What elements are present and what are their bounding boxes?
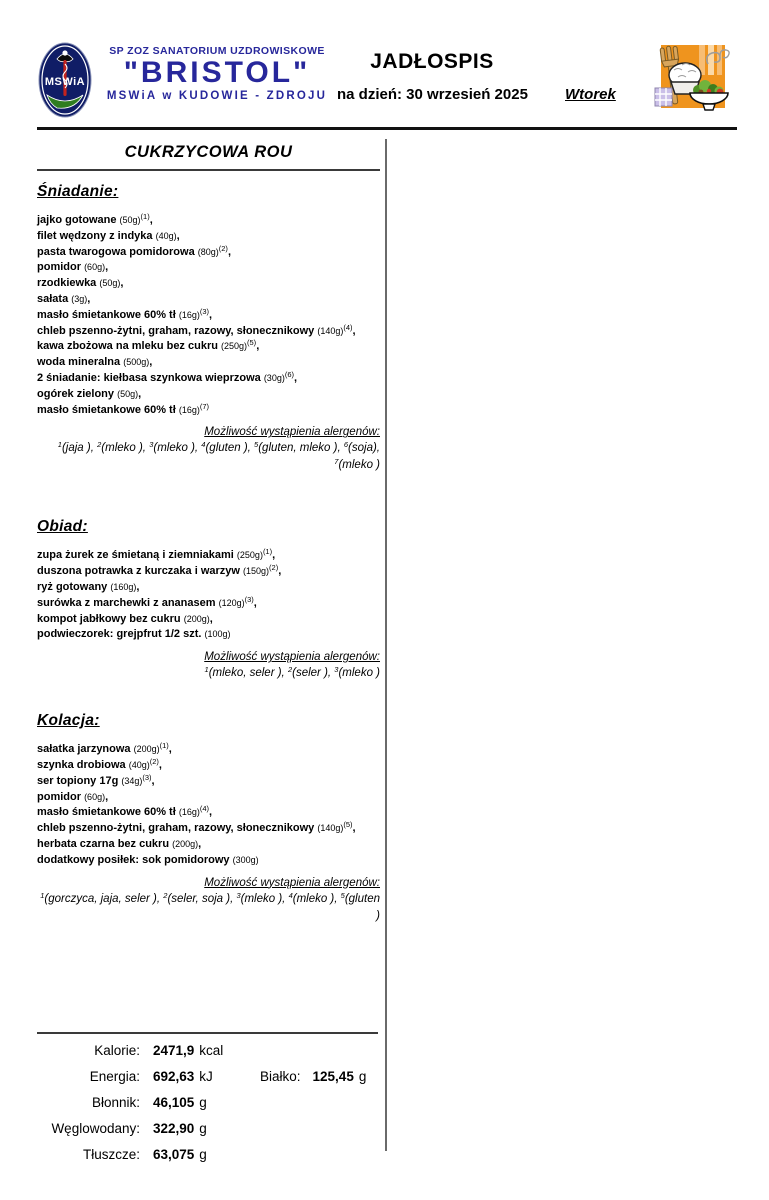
allergen-ref: (1)	[159, 741, 169, 751]
nutrition-value: 2471,9	[153, 1043, 195, 1058]
section-heading: Kolacja:	[37, 712, 100, 730]
nutrition-row	[37, 1070, 378, 1084]
section-heading: Śniadanie:	[37, 183, 119, 200]
item-amount: (16g)	[178, 807, 200, 818]
allergen-item: (mleko ),	[292, 892, 341, 905]
nutrition-label: Błonnik:	[91, 1095, 140, 1110]
nutrition-extra	[260, 1070, 366, 1084]
item-name: filet wędzony z indyka	[37, 229, 156, 242]
menu-item	[37, 596, 380, 612]
item-amount: (3g)	[71, 293, 88, 304]
item-name: pomidor	[37, 261, 85, 274]
item-tail: ,	[352, 822, 356, 835]
item-tail: ,	[272, 549, 276, 562]
allergen-ref: (4)	[343, 322, 353, 332]
item-tail: ,	[105, 790, 109, 803]
section-heading: Obiad:	[37, 518, 88, 536]
allergen-item: (mleko ),	[240, 892, 289, 905]
menu-item	[37, 324, 380, 340]
item-name: sałata	[37, 292, 72, 305]
allergen-ref: 5	[254, 440, 259, 450]
item-amount: (250g)	[236, 550, 263, 561]
nutrition-value: 63,075	[153, 1147, 195, 1162]
item-name: chleb pszenno-żytni, graham, razowy, słonecznikowy	[37, 324, 318, 337]
item-name: pasta twarogowa pomidorowa	[37, 245, 198, 258]
item-amount: (200g)	[172, 838, 199, 849]
item-name: ser topiony 17g	[37, 774, 122, 787]
item-amount: (34g)	[121, 775, 143, 786]
allergen-ref: (3)	[142, 772, 152, 782]
item-amount: (50g)	[119, 215, 141, 225]
item-tail: ,	[151, 774, 155, 787]
item-name: herbata czarna bez cukru	[37, 837, 173, 850]
item-amount: (80g)	[197, 246, 219, 257]
item-name: pomidor	[37, 790, 85, 803]
allergen-heading: Możliwość wystąpienia alergenów:	[204, 876, 380, 889]
item-amount: (40g)	[128, 759, 150, 770]
item-name: masło śmietankowe 60% tł	[37, 403, 179, 416]
allergen-ref: (1)	[262, 547, 273, 557]
nutrition-unit: g	[199, 1095, 207, 1110]
allergen-item: (seler, soja ),	[167, 892, 237, 905]
bristol-mswia-badge-icon	[38, 42, 92, 118]
item-tail: ,	[149, 356, 153, 369]
item-name: dodatkowy posiłek: sok pomidorowy	[37, 853, 233, 866]
item-name: ryż gotowany	[37, 580, 111, 593]
item-tail: ,	[278, 565, 282, 578]
allergen-ref: (5)	[247, 338, 257, 348]
column-divider	[385, 139, 387, 1151]
item-amount: (40g)	[155, 230, 177, 241]
item-name: masło śmietankowe 60% tł	[37, 308, 179, 321]
allergen-item: (gorczyca, jaja, seler ),	[44, 892, 164, 905]
menu-item	[37, 403, 380, 419]
item-name: ogórek zielony	[37, 387, 118, 400]
org-type-line: SP ZOZ SANATORIUM UZDROWISKOWE	[109, 45, 325, 57]
item-name: jajko gotowane	[37, 214, 120, 226]
menu-item	[37, 339, 380, 355]
badge-text: MSWiA	[44, 76, 86, 88]
menu-item	[37, 612, 380, 628]
allergen-item: (gluten, mleko ),	[258, 442, 344, 455]
allergen-heading: Możliwość wystąpienia alergenów:	[204, 651, 380, 664]
nutrition-unit: kJ	[199, 1069, 213, 1084]
allergen-ref: 2	[97, 440, 102, 450]
allergen-item: (gluten ),	[205, 442, 255, 455]
item-amount: (16g)	[178, 404, 200, 415]
menu-item	[37, 564, 380, 580]
nutrition-label: Energia:	[89, 1069, 140, 1084]
allergen-item: (mleko ),	[101, 442, 150, 455]
menu-date: na dzień: 30 wrzesień 2025	[337, 86, 528, 103]
menu-item	[37, 821, 380, 837]
allergen-item: (mleko ),	[153, 442, 202, 455]
item-amount: (200g)	[133, 744, 160, 755]
item-amount: (140g)	[317, 823, 344, 834]
menu-item	[37, 742, 380, 758]
nutrition-label: Białko:	[260, 1069, 301, 1084]
nutrition-row	[37, 1096, 378, 1110]
item-tail: ,	[120, 277, 124, 290]
allergen-ref: 5	[340, 890, 345, 900]
item-amount: (160g)	[110, 581, 137, 592]
menu-item-list	[37, 548, 380, 643]
allergen-note	[37, 424, 380, 474]
weekday-label: Wtorek	[565, 86, 616, 103]
allergen-ref: 7	[334, 457, 339, 467]
nutrition-label: Tłuszcze:	[82, 1147, 140, 1162]
item-amount: (300g)	[232, 854, 259, 865]
item-name: duszona potrawka z kurczaka i warzyw	[37, 565, 244, 578]
allergen-ref: (5)	[343, 820, 353, 830]
allergen-note	[37, 875, 380, 924]
allergen-ref: (7)	[199, 401, 210, 411]
item-amount: (100g)	[204, 629, 231, 640]
item-tail: ,	[105, 261, 109, 274]
menu-sections	[37, 183, 380, 924]
menu-item	[37, 276, 380, 292]
item-amount: (30g)	[263, 372, 285, 383]
item-tail: ,	[158, 758, 162, 771]
allergen-heading: Możliwość wystąpienia alergenów:	[204, 426, 380, 439]
nutrition-label: Węglowodany:	[51, 1121, 140, 1136]
allergen-ref: 2	[163, 890, 168, 900]
diet-title: CUKRZYCOWA ROU	[37, 139, 380, 171]
item-tail: ,	[198, 837, 202, 850]
org-location-line: MSWiA w KUDOWIE - ZDROJU	[106, 89, 328, 102]
item-tail: ,	[209, 308, 213, 321]
item-name: szynka drobiowa	[37, 758, 129, 771]
item-amount: (50g)	[99, 278, 121, 289]
org-identity	[88, 45, 346, 102]
allergen-ref: (2)	[218, 243, 228, 253]
allergen-ref: (1)	[140, 212, 150, 221]
menu-section	[37, 518, 380, 682]
nutrition-unit: kcal	[199, 1043, 224, 1058]
allergen-ref: 4	[288, 890, 293, 900]
item-tail: ,	[294, 371, 298, 384]
allergen-ref: 1	[204, 665, 209, 675]
menu-section	[37, 712, 380, 923]
allergen-note	[37, 649, 380, 682]
item-amount: (120g)	[218, 597, 245, 608]
item-amount: (500g)	[123, 357, 150, 368]
nutrition-unit: g	[358, 1069, 367, 1084]
header-divider	[37, 127, 737, 130]
item-tail: ,	[136, 580, 140, 593]
item-tail: ,	[149, 214, 153, 226]
allergen-ref: (3)	[199, 306, 210, 316]
item-amount: (50g)	[117, 388, 139, 399]
menu-item	[37, 260, 380, 276]
allergen-ref: (2)	[269, 563, 279, 573]
item-name: podwieczorek: grejpfrut 1/2 szt.	[37, 628, 205, 641]
menu-item	[37, 308, 380, 324]
org-brand-name: "BRISTOL"	[123, 56, 311, 89]
allergen-ref: 6	[343, 440, 349, 450]
allergen-list	[37, 665, 380, 682]
item-tail: ,	[256, 340, 260, 353]
menu-item	[37, 774, 380, 790]
allergen-ref: 1	[57, 440, 62, 450]
item-amount: (140g)	[317, 325, 344, 336]
nutrition-value: 692,63	[153, 1069, 195, 1084]
item-tail: ,	[138, 387, 142, 400]
menu-item	[37, 790, 380, 806]
menu-item	[37, 229, 380, 245]
allergen-ref: (3)	[244, 594, 254, 604]
nutrition-value: 125,45	[312, 1069, 354, 1084]
allergen-ref: 3	[334, 665, 339, 675]
allergen-ref: (2)	[149, 756, 159, 766]
item-tail: ,	[253, 596, 257, 609]
nutrition-unit: g	[199, 1121, 207, 1136]
item-name: 2 śniadanie: kiełbasa szynkowa wieprzowa	[37, 371, 264, 384]
item-tail: ,	[209, 806, 213, 819]
item-tail: ,	[209, 612, 213, 625]
allergen-ref: 4	[201, 440, 206, 450]
document-title: JADŁOSPIS	[370, 50, 494, 73]
menu-item	[37, 805, 380, 821]
item-name: zupa żurek ze śmietaną i ziemniakami	[37, 549, 237, 562]
menu-item	[37, 580, 380, 596]
item-tail: ,	[352, 324, 356, 337]
item-tail: ,	[87, 292, 91, 305]
menu-item	[37, 853, 380, 869]
menu-item	[37, 245, 380, 261]
nutrition-row	[37, 1148, 378, 1162]
item-name: kompot jabłkowy bez cukru	[37, 612, 184, 625]
allergen-ref: (6)	[284, 369, 294, 379]
menu-item-list	[37, 213, 380, 418]
item-amount: (200g)	[183, 613, 210, 624]
item-name: kawa zbożowa na mleku bez cukru	[37, 340, 221, 353]
nutrition-unit: g	[199, 1147, 207, 1162]
meal-clipart-icon	[652, 42, 734, 120]
allergen-item: (mleko )	[338, 667, 380, 680]
menu-item	[37, 355, 380, 371]
nutrition-row	[37, 1044, 378, 1058]
allergen-ref: 3	[236, 890, 241, 900]
menu-item	[37, 837, 380, 853]
placemat-icon	[655, 88, 672, 106]
item-amount: (150g)	[243, 566, 270, 577]
allergen-list	[37, 891, 380, 924]
menu-item	[37, 292, 380, 308]
menu-item	[37, 627, 380, 643]
allergen-item: (gluten )	[344, 892, 380, 922]
item-amount: (60g)	[84, 791, 106, 802]
allergen-item: (mleko, seler ),	[208, 667, 288, 680]
menu-item	[37, 548, 380, 564]
menu-item	[37, 758, 380, 774]
menu-item	[37, 213, 380, 229]
item-tail: ,	[168, 743, 172, 756]
nutrition-row	[37, 1122, 378, 1136]
allergen-item: (mleko )	[338, 459, 380, 472]
nutrition-summary	[37, 1032, 378, 1174]
allergen-item: (seler ),	[292, 667, 335, 680]
nutrition-value: 322,90	[153, 1121, 195, 1136]
item-name: masło śmietankowe 60% tł	[37, 806, 179, 819]
item-name: sałatka jarzynowa	[37, 743, 134, 756]
allergen-item: (soja),	[348, 442, 380, 455]
item-amount: (250g)	[221, 341, 248, 352]
allergen-item: (jaja ),	[61, 442, 98, 455]
allergen-ref: 3	[149, 440, 154, 450]
nutrition-label: Kalorie:	[94, 1043, 140, 1058]
item-name: chleb pszenno-żytni, graham, razowy, słonecznikowy	[37, 822, 318, 835]
menu-column	[37, 139, 380, 924]
nutrition-value: 46,105	[153, 1095, 195, 1110]
allergen-ref: 2	[287, 665, 293, 675]
menu-item	[37, 387, 380, 403]
item-amount: (60g)	[84, 262, 106, 273]
item-name: woda mineralna	[37, 356, 124, 369]
item-name: rzodkiewka	[37, 277, 100, 290]
allergen-ref: 1	[40, 890, 45, 900]
item-amount: (16g)	[178, 309, 200, 320]
item-name: surówka z marchewki z ananasem	[37, 596, 219, 609]
item-tail: ,	[227, 245, 231, 258]
allergen-ref: (4)	[199, 804, 210, 814]
menu-section	[37, 183, 380, 474]
menu-item	[37, 371, 380, 387]
menu-item-list	[37, 742, 380, 868]
item-tail: ,	[176, 229, 180, 242]
allergen-list	[37, 440, 380, 474]
